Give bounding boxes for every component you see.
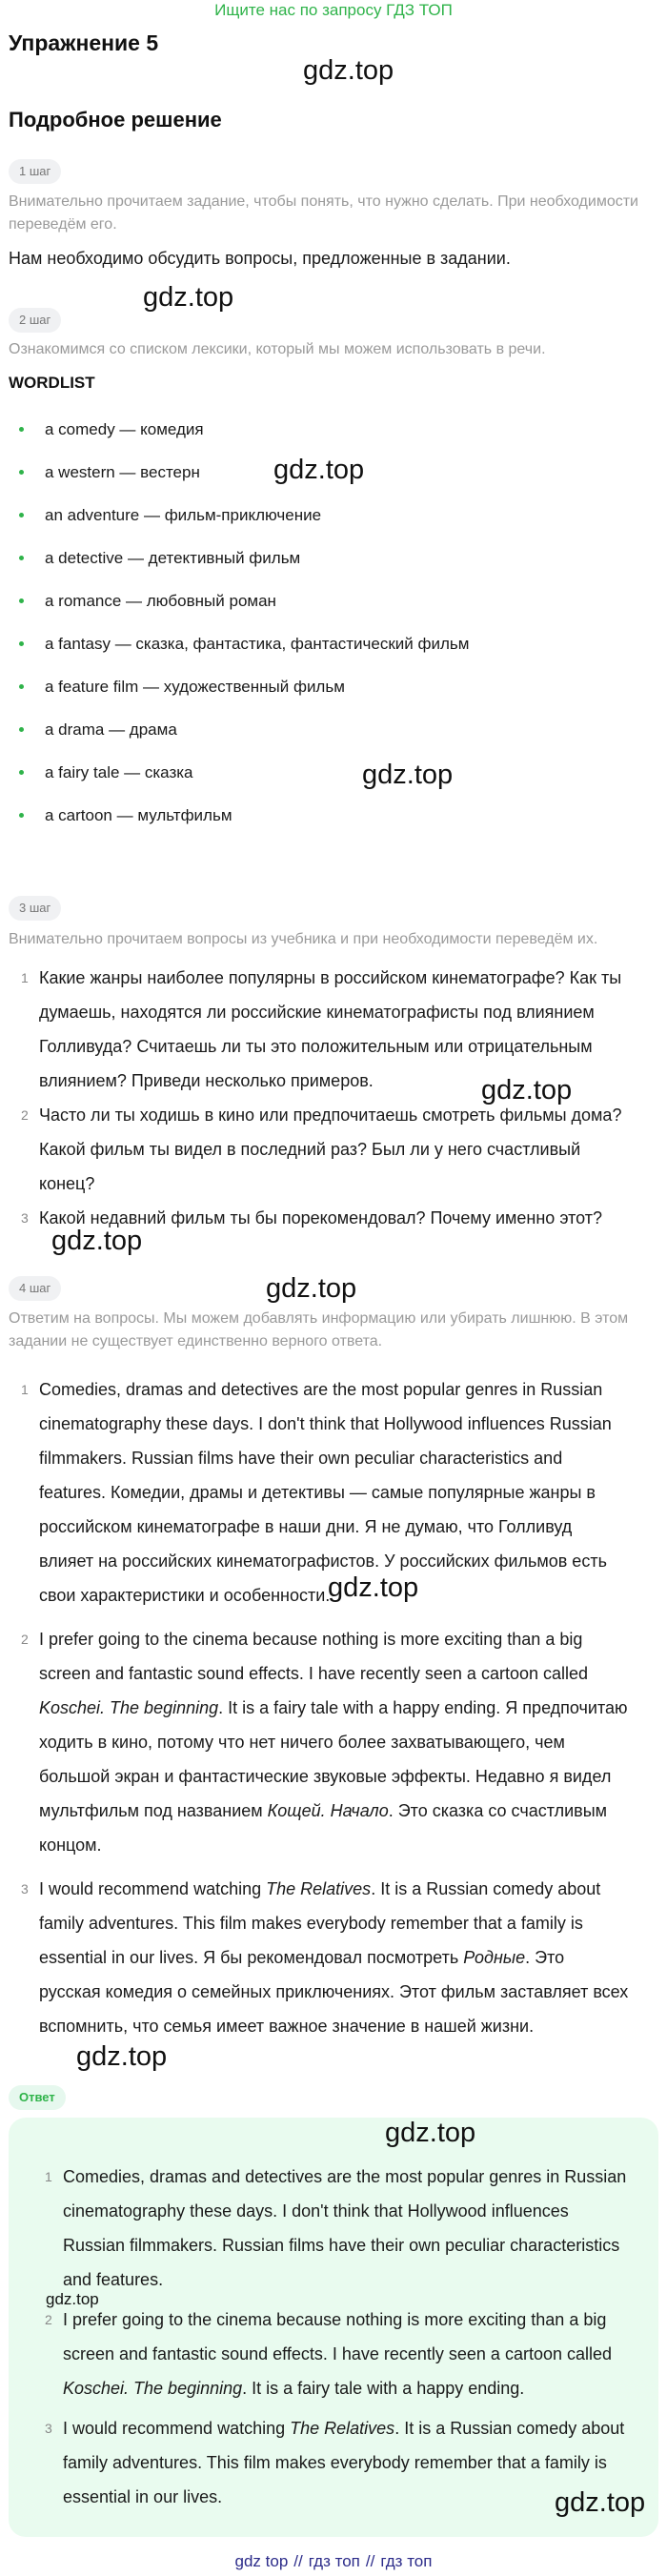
bullet-icon <box>19 513 24 517</box>
bullet-icon <box>19 641 24 646</box>
bullet-icon <box>19 770 24 775</box>
answer-badge: Ответ <box>9 2085 66 2110</box>
watermark: gdz.top <box>266 1273 357 1304</box>
question-item: 1 Какие жанры наиболее популярны в российском кинематографе? Как ты думаешь, находятся ли российские кинематографисты под влиянием Голливуда? Считаешь ли ты это положительным или отрицательным влиянием? Приведи несколько примеров. <box>21 968 622 1090</box>
section-title: Подробное решение <box>9 108 222 132</box>
bullet-icon <box>19 427 24 432</box>
watermark: gdz.top <box>385 2118 476 2148</box>
list-item: a cartoon — мультфильм <box>0 794 667 837</box>
list-item: an adventure — фильм-приключение <box>0 494 667 537</box>
watermark: gdz.top <box>303 55 394 86</box>
question-item: 2 Часто ли ты ходишь в кино или предпочитаешь смотреть фильмы дома? Какой фильм ты видел в последний раз? Был ли у него счастливый конец? <box>21 1105 622 1193</box>
list-item: a comedy — комедия <box>0 408 667 451</box>
bullet-icon <box>19 598 24 603</box>
list-item: a detective — детективный фильм <box>0 537 667 579</box>
answer-item: 1 Comedies, dramas and detectives are the most popular genres in Russian cinematography these days. I don't think that Hollywood influences Russian filmmakers. Russian films have their own peculiar characteristics and features. Комедии, драмы и детективы — самые популярные жанры в российском кинематографе в наши дни. Я не думаю, что Голливуд влияет на российских кинематографистов. У российских фильмов есть свои характеристики и особенности. <box>21 1380 612 1605</box>
question-item: 3 Какой недавний фильм ты бы порекомендовал? Почему именно этот? <box>21 1208 603 1227</box>
list-item: a feature film — художественный фильм <box>0 665 667 708</box>
list-item: a western — вестерн <box>0 451 667 494</box>
list-item: a fairy tale — сказка <box>0 751 667 794</box>
footer-link[interactable]: gdz top <box>234 2552 289 2570</box>
watermark: gdz.top <box>555 2487 646 2518</box>
footer-separator: // <box>365 2552 375 2570</box>
footer-link[interactable]: гдз топ <box>380 2552 433 2570</box>
search-banner[interactable]: Ищите нас по запросу ГДЗ ТОП <box>214 1 453 19</box>
final-answer-item: 3 I would recommend watching The Relatives. It is a Russian comedy about family adventures. This film makes everybody remember that a family is essential in our lives. <box>45 2419 625 2506</box>
watermark: gdz.top <box>51 1226 143 1256</box>
step-2-hint: Ознакомимся со списком лексики, который мы можем использовать в речи. <box>9 341 546 357</box>
bullet-icon <box>19 727 24 732</box>
footer-separator: // <box>293 2552 303 2570</box>
bullet-icon <box>19 684 24 689</box>
watermark: gdz.top <box>273 455 365 485</box>
step-4-badge: 4 шаг <box>9 1276 61 1301</box>
watermark: gdz.top <box>328 1572 419 1603</box>
list-item: a fantasy — сказка, фантастика, фантастический фильм <box>0 622 667 665</box>
step-1-badge: 1 шаг <box>9 159 61 184</box>
watermark: gdz.top <box>46 2290 99 2308</box>
step-1-hint: Внимательно прочитаем задание, чтобы понять, что нужно сделать. При необходимости переведём его. <box>9 193 638 233</box>
step-3-badge: 3 шаг <box>9 896 61 921</box>
watermark: gdz.top <box>76 2041 168 2072</box>
wordlist-title: WORDLIST <box>9 374 95 392</box>
final-answer-item: 1 Comedies, dramas and detectives are the most popular genres in Russian cinematography these days. I don't think that Hollywood influences Russian filmmakers. Russian films have their own peculiar characteristics and features. <box>45 2167 627 2289</box>
bullet-icon <box>19 813 24 818</box>
list-item: a romance — любовный роман <box>0 579 667 622</box>
step-4-hint: Ответим на вопросы. Мы можем добавлять информацию или убирать лишнюю. В этом задании не существует единственно верного ответа. <box>9 1310 629 1349</box>
final-answer-item: 2 I prefer going to the cinema because nothing is more exciting than a big screen and fantastic sound effects. I have recently seen a cartoon called Koschei. The beginning. It is a fairy tale with a happy ending. <box>45 2310 613 2398</box>
answer-list <box>0 1372 629 2043</box>
footer-links <box>0 2550 667 2573</box>
answer-item: 3 I would recommend watching The Relatives. It is a Russian comedy about family adventures. This film makes everybody remember that a family is essential in our lives. Я бы рекомендовал посмотреть Родные. Это русская комедия о семейных приключениях. Этот фильм заставляет всех вспомнить, что семья имеет важное значение в нашей жизни. <box>21 1879 629 2036</box>
step-3-hint: Внимательно прочитаем вопросы из учебника и при необходимости переведём их. <box>9 931 598 947</box>
step-1-text: Нам необходимо обсудить вопросы, предложенные в задании. <box>9 249 511 268</box>
step-2-badge: 2 шаг <box>9 308 61 333</box>
answer-item: 2 I prefer going to the cinema because nothing is more exciting than a big screen and fantastic sound effects. I have recently seen a cartoon called Koschei. The beginning. It is a fairy tale with a happy ending. Я предпочитаю ходить в кино, потому что нет ничего более захватывающего, чем большой экран и фантастические звуковые эффекты. Недавно я видел мультфильм под названием Кощей. Начало. Это сказка со счастливым концом. <box>21 1630 628 1855</box>
bullet-icon <box>19 470 24 475</box>
final-answer-list <box>24 2160 634 2514</box>
footer-link[interactable]: гдз топ <box>308 2552 360 2570</box>
watermark: gdz.top <box>362 760 454 790</box>
bullet-icon <box>19 556 24 560</box>
watermark: gdz.top <box>143 282 234 313</box>
list-item: a drama — драма <box>0 708 667 751</box>
watermark: gdz.top <box>481 1075 573 1105</box>
page-title: Упражнение 5 <box>9 30 159 55</box>
